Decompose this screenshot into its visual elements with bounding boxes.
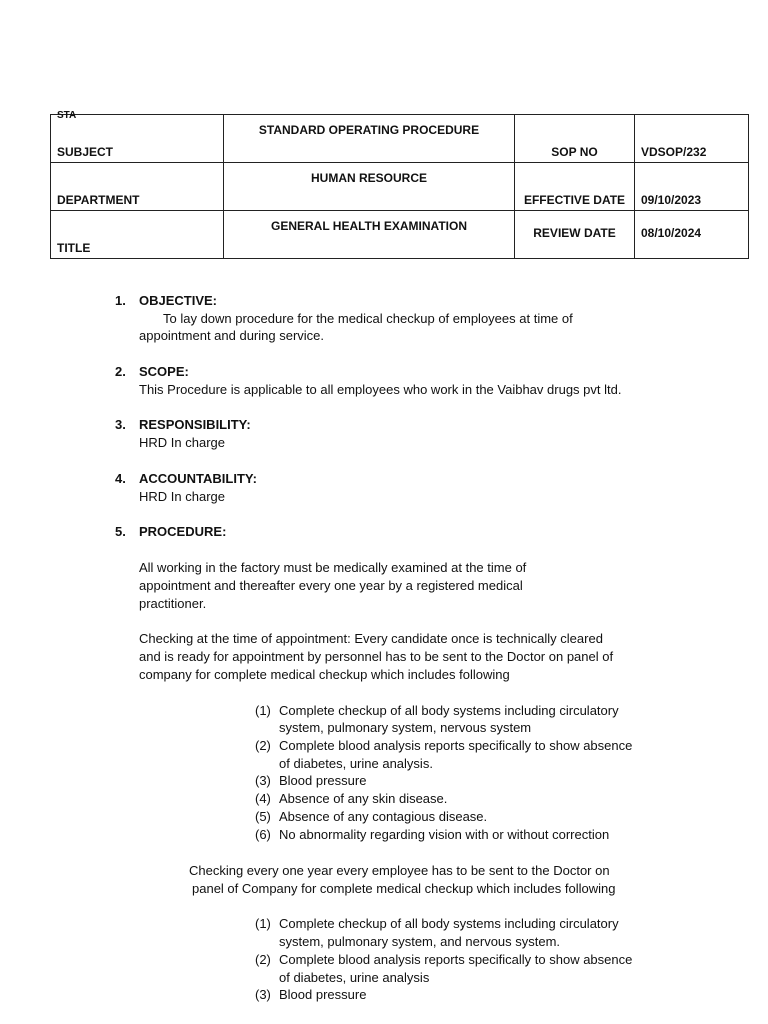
scope-line-1: This Procedure is applicable to all employees who work in the Vaibhav drugs pvt ltd. [139, 382, 622, 397]
list1-item-4-line-1: Absence of any skin disease. [279, 791, 448, 806]
procedure-para3-line-2: panel of Company for complete medical checkup which includes following [192, 881, 616, 896]
list1-item-2-line-1: Complete blood analysis reports specifically to show absence [279, 738, 633, 753]
list2-item-1-number: (1) [255, 916, 271, 931]
sop-no-label: SOP NO [551, 145, 598, 159]
procedure-para2-line-3: company for complete medical checkup which includes following [139, 667, 510, 682]
objective-heading: OBJECTIVE: [139, 293, 218, 308]
list1-item-2-number: (2) [255, 738, 271, 753]
list2-item-3-line-1: Blood pressure [279, 987, 367, 1002]
list1-item-1-line-2: system, pulmonary system, nervous system [279, 720, 532, 735]
list1-item-6-number: (6) [255, 827, 271, 842]
effective-date-label: EFFECTIVE DATE [523, 193, 626, 207]
accountability-number: 4. [115, 471, 126, 486]
list2-item-1-line-2: system, pulmonary system, and nervous system. [279, 934, 561, 949]
review-date-value-cell [635, 211, 749, 259]
review-date-label-cell [515, 211, 635, 259]
list1-item-1-number: (1) [255, 703, 271, 718]
accountability-line-1: HRD In charge [139, 489, 225, 504]
objective-line-1: To lay down procedure for the medical checkup of employees at time of [163, 311, 573, 326]
procedure-para1-line-3: practitioner. [139, 596, 207, 611]
subject-label: SUBJECT [57, 145, 114, 159]
title-label: TITLE [57, 241, 91, 255]
accountability-heading: ACCOUNTABILITY: [139, 471, 257, 486]
list1-item-4-number: (4) [255, 791, 271, 806]
sop-no-label-cell [515, 115, 635, 163]
effective-date-label-cell [515, 163, 635, 211]
list1-item-3-line-1: Blood pressure [279, 773, 367, 788]
department-label-cell [51, 163, 224, 211]
review-date-value: 08/10/2024 [641, 226, 702, 240]
scope-heading: SCOPE: [139, 364, 189, 379]
responsibility-number: 3. [115, 417, 126, 432]
procedure-para2-line-2: and is ready for appointment by personnel has to be sent to the Doctor on panel of [139, 649, 614, 664]
sop-no-value: VDSOP/232 [641, 145, 707, 159]
responsibility-line-1: HRD In charge [139, 435, 225, 450]
subject-value-cell [224, 115, 515, 163]
title-value: GENERAL HEALTH EXAMINATION [270, 219, 467, 233]
procedure-para1-line-2: appointment and thereafter every one year by a registered medical [139, 578, 523, 593]
procedure-para2-line-1: Checking at the time of appointment: Every candidate once is technically cleared [139, 631, 603, 646]
department-value-cell [224, 163, 515, 211]
list1-item-5-line-1: Absence of any contagious disease. [279, 809, 488, 824]
procedure-heading: PROCEDURE: [139, 524, 227, 539]
header-row-subject [51, 115, 749, 163]
list1-item-5-number: (5) [255, 809, 271, 824]
list1-item-1-line-1: Complete checkup of all body systems including circulatory [279, 703, 619, 718]
list2-item-2-line-2: of diabetes, urine analysis [279, 970, 430, 985]
list2-item-2-line-1: Complete blood analysis reports specifically to show absence [279, 952, 633, 967]
procedure-para1-line-1: All working in the factory must be medically examined at the time of [139, 560, 527, 575]
list1-item-2-line-2: of diabetes, urine analysis. [279, 756, 433, 771]
objective-line-2: appointment and during service. [139, 328, 325, 343]
sta-fragment: STA [57, 110, 77, 121]
effective-date-value: 09/10/2023 [641, 193, 702, 207]
list2-item-1-line-1: Complete checkup of all body systems including circulatory [279, 916, 619, 931]
responsibility-heading: RESPONSIBILITY: [139, 417, 251, 432]
title-value-cell [224, 211, 515, 259]
sop-header-table [50, 110, 749, 259]
review-date-label: REVIEW DATE [533, 226, 616, 240]
header-row-title [51, 211, 749, 259]
header-row-department [51, 163, 749, 211]
scope-number: 2. [115, 364, 126, 379]
list1-item-3-number: (3) [255, 773, 271, 788]
subject-label-cell [51, 110, 224, 163]
list1-item-6-line-1: No abnormality regarding vision with or without correction [279, 827, 610, 842]
effective-date-value-cell [635, 163, 749, 211]
sop-no-value-cell [635, 115, 749, 163]
department-label: DEPARTMENT [57, 193, 140, 207]
list2-item-2-number: (2) [255, 952, 271, 967]
procedure-para3-line-1: Checking every one year every employee has to be sent to the Doctor on [189, 863, 610, 878]
department-value: HUMAN RESOURCE [310, 171, 427, 185]
subject-value: STANDARD OPERATING PROCEDURE [258, 123, 480, 137]
procedure-number: 5. [115, 524, 126, 539]
title-label-cell [51, 211, 224, 259]
list2-item-3-number: (3) [255, 987, 271, 1002]
objective-number: 1. [115, 293, 126, 308]
